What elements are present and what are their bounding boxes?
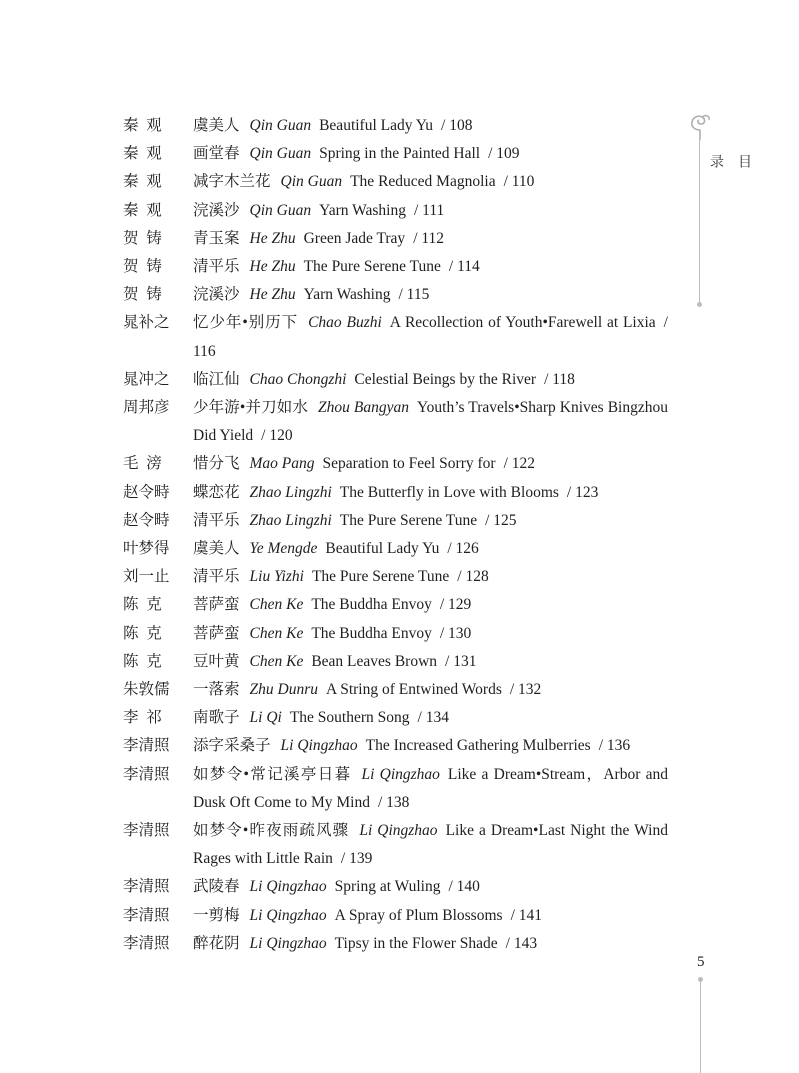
entry-cn-title: 添字采桑子: [193, 737, 271, 755]
toc-entry[interactable]: [123, 676, 668, 704]
entry-cn-author: 贺 铸: [123, 286, 162, 304]
entry-page: / 130: [439, 624, 472, 642]
entry-page: / 108: [441, 117, 473, 134]
entry-en-title: The Buddha Envoy: [311, 624, 432, 642]
toc-entry[interactable]: [123, 620, 668, 648]
entry-en-author: Chen Ke: [249, 596, 304, 614]
entry-page: / 128: [457, 568, 489, 586]
toc-entry[interactable]: [123, 197, 668, 225]
entry-page: / 139: [340, 850, 373, 868]
entry-en-title: Bean Leaves Brown: [311, 652, 438, 670]
entry-cn-title: 醉花阴: [193, 934, 240, 952]
entry-en-title: The Buddha Envoy: [311, 596, 432, 614]
entry-cn-title: 蝶恋花: [193, 483, 240, 501]
toc-entry[interactable]: [123, 394, 668, 450]
entry-en-author: Chao Buzhi: [308, 314, 382, 332]
entry-page: / 141: [510, 906, 542, 924]
toc-entry[interactable]: [123, 168, 668, 196]
entry-cn-title: 青玉案: [193, 229, 240, 247]
entry-cn-author: 朱敦儒: [123, 681, 170, 699]
entry-page: / 125: [485, 511, 517, 529]
entry-en-author: Qin Guan: [249, 117, 312, 134]
entry-en-author: Zhao Lingzhi: [249, 483, 332, 501]
entry-cn-title: 清平乐: [193, 511, 240, 529]
toc-entry[interactable]: [123, 930, 668, 958]
entry-en-author: Qin Guan: [280, 173, 343, 191]
entry-page: / 143: [505, 934, 538, 952]
toc-entry[interactable]: [123, 281, 668, 309]
entry-en-author: Zhou Bangyan: [318, 399, 409, 417]
toc-entry[interactable]: [123, 366, 668, 394]
entry-en-author: He Zhu: [249, 258, 296, 276]
entry-en-title: Youth’s Travels•Sharp Knives Bingzhou Did Yield: [193, 399, 668, 445]
entry-cn-title: 豆叶黄: [193, 652, 240, 670]
toc-entry[interactable]: [123, 450, 668, 478]
entry-en-title: The Southern Song: [289, 709, 410, 727]
entry-en-author: He Zhu: [249, 286, 296, 304]
entry-en-author: Ye Mengde: [249, 540, 318, 558]
entry-en-title: Green Jade Tray: [303, 229, 406, 247]
entry-cn-author: 陈 克: [123, 596, 162, 614]
entry-cn-title: 武陵春: [193, 878, 240, 896]
entry-cn-author: 李清照: [123, 878, 170, 896]
entry-en-title: Spring at Wuling: [334, 878, 441, 896]
entry-page: / 114: [448, 258, 480, 276]
entry-page: / 111: [413, 201, 445, 219]
toc-entry[interactable]: [123, 507, 668, 535]
toc-entry[interactable]: [123, 591, 668, 619]
entry-cn-author: 毛 滂: [123, 455, 162, 473]
entry-page: / 129: [439, 596, 472, 614]
entry-cn-author: 晁补之: [123, 314, 170, 332]
entry-en-author: Chen Ke: [249, 624, 304, 642]
entry-en-author: Li Qingzhao: [359, 822, 438, 840]
entry-en-author: Qin Guan: [249, 201, 312, 219]
entry-cn-title: 如梦令•常记溪亭日暮: [193, 765, 352, 783]
entry-en-title: A Recollection of Youth•Farewell at Lixia: [389, 314, 656, 332]
entry-cn-author: 叶梦得: [123, 540, 170, 558]
entry-cn-title: 临江仙: [193, 370, 240, 388]
entry-cn-author: 赵令畤: [123, 483, 170, 501]
entry-page: / 134: [417, 709, 449, 727]
entry-en-author: Li Qingzhao: [249, 934, 327, 952]
entry-en-author: Li Qingzhao: [249, 906, 327, 924]
entry-page: / 122: [503, 455, 536, 473]
entry-en-author: Li Qingzhao: [361, 765, 440, 783]
entry-page: / 115: [398, 286, 430, 304]
entry-cn-title: 惜分飞: [193, 455, 240, 473]
entry-en-author: Liu Yizhi: [249, 568, 304, 586]
entry-page: / 138: [377, 793, 410, 811]
entry-en-title: Beautiful Lady Yu: [319, 117, 434, 134]
entry-cn-title: 清平乐: [193, 258, 240, 276]
entry-page: / 120: [261, 427, 293, 445]
entry-cn-title: 一剪梅: [193, 906, 240, 924]
entry-en-author: Li Qingzhao: [280, 737, 358, 755]
entry-en-author: Li Qingzhao: [249, 878, 327, 896]
entry-page: / 140: [448, 878, 480, 896]
entry-en-author: Zhao Lingzhi: [249, 511, 332, 529]
toc-entry[interactable]: [123, 479, 668, 507]
entry-en-title: Tipsy in the Flower Shade: [334, 934, 498, 952]
entry-page: / 112: [413, 229, 445, 247]
entry-cn-author: 秦 观: [123, 173, 162, 191]
side-rule: [699, 140, 700, 304]
entry-cn-author: 秦 观: [123, 201, 162, 219]
rule-dot: [697, 302, 702, 307]
entry-en-title: Yarn Washing: [319, 201, 406, 219]
toc-entry[interactable]: [123, 704, 668, 732]
toc-entry[interactable]: [123, 563, 668, 591]
entry-cn-author: 李清照: [123, 906, 170, 924]
entry-cn-author: 李清照: [123, 765, 170, 783]
entry-en-title: Beautiful Lady Yu: [325, 540, 440, 558]
entry-en-title: Like a Dream•Stream，Arbor and Dusk Oft Come to My Mind: [193, 765, 668, 811]
entry-page: / 123: [566, 483, 599, 501]
toc-entry[interactable]: [123, 732, 668, 760]
toc-entry[interactable]: [123, 761, 668, 817]
entry-cn-title: 清平乐: [193, 568, 240, 586]
entry-en-author: Zhu Dunru: [249, 681, 318, 699]
entry-cn-author: 秦 观: [123, 117, 162, 134]
entry-cn-title: 虞美人: [193, 117, 240, 134]
entry-en-title: Celestial Beings by the River: [354, 370, 537, 388]
entry-cn-title: 菩萨蛮: [193, 624, 240, 642]
entry-en-title: The Reduced Magnolia: [350, 173, 496, 191]
entry-cn-author: 周邦彦: [123, 399, 170, 417]
toc-entry[interactable]: [123, 140, 668, 168]
toc-entry[interactable]: [123, 253, 668, 281]
entry-en-title: The Butterfly in Love with Blooms: [339, 483, 559, 501]
entry-en-title: Like a Dream•Last Night the Wind Rages with Little Rain: [193, 822, 668, 868]
entry-page: / 132: [509, 681, 542, 699]
entry-page: / 116: [193, 314, 668, 360]
entry-en-title: The Pure Serene Tune: [339, 511, 478, 529]
entry-en-title: A Spray of Plum Blossoms: [334, 906, 503, 924]
entry-page: / 126: [447, 540, 479, 558]
toc-entry[interactable]: [123, 817, 668, 873]
entry-en-title: The Pure Serene Tune: [303, 258, 441, 276]
entry-en-title: The Increased Gathering Mulberries: [365, 737, 591, 755]
entry-en-title: Yarn Washing: [303, 286, 391, 304]
entry-en-author: Chen Ke: [249, 652, 304, 670]
entry-cn-author: 李 祁: [123, 709, 162, 727]
entry-cn-author: 陈 克: [123, 652, 162, 670]
entry-cn-title: 虞美人: [193, 540, 240, 558]
entry-cn-title: 少年游•并刀如水: [193, 399, 309, 417]
entry-en-author: Qin Guan: [249, 145, 312, 163]
section-label: 目 录: [708, 154, 752, 168]
entry-en-author: Li Qi: [249, 709, 282, 727]
entry-en-author: He Zhu: [249, 229, 296, 247]
entry-cn-title: 画堂春: [193, 145, 240, 163]
entry-cn-author: 刘一止: [123, 568, 170, 586]
entry-cn-author: 贺 铸: [123, 229, 162, 247]
entry-cn-author: 贺 铸: [123, 258, 162, 276]
entry-cn-author: 秦 观: [123, 145, 162, 163]
entry-cn-author: 赵令畤: [123, 511, 170, 529]
toc-entry[interactable]: [123, 112, 668, 140]
entry-en-title: The Pure Serene Tune: [311, 568, 450, 586]
toc-entry[interactable]: [123, 225, 668, 253]
entry-page: / 109: [488, 145, 520, 163]
entry-cn-title: 菩萨蛮: [193, 596, 240, 614]
toc-entry[interactable]: [123, 309, 668, 365]
entry-cn-title: 一落索: [193, 681, 240, 699]
toc-entry[interactable]: [123, 535, 668, 563]
entry-page: / 118: [544, 370, 575, 388]
footer-rule: [700, 982, 701, 1073]
entry-en-title: Spring in the Painted Hall: [319, 145, 481, 163]
entry-cn-author: 晁冲之: [123, 370, 170, 388]
entry-en-title: A String of Entwined Words: [326, 681, 502, 699]
toc-entry[interactable]: [123, 873, 668, 901]
entry-en-author: Mao Pang: [249, 455, 315, 473]
entry-cn-author: 李清照: [123, 934, 170, 952]
entry-cn-title: 如梦令•昨夜雨疏风骤: [193, 822, 350, 840]
entry-cn-author: 陈 克: [123, 624, 162, 642]
entry-cn-title: 忆少年•别历下: [193, 314, 299, 332]
entry-page: / 131: [445, 652, 477, 670]
entry-page: / 110: [503, 173, 535, 191]
toc-entry[interactable]: [123, 902, 668, 930]
entry-cn-title: 浣溪沙: [193, 201, 240, 219]
entry-page: / 136: [598, 737, 631, 755]
entry-cn-title: 南歌子: [193, 709, 240, 727]
entry-cn-author: 李清照: [123, 822, 170, 840]
toc-entry[interactable]: [123, 648, 668, 676]
cloud-swirl-icon: [688, 112, 712, 142]
entry-en-author: Chao Chongzhi: [249, 370, 347, 388]
entry-en-title: Separation to Feel Sorry for: [322, 455, 496, 473]
toc-list: [123, 112, 668, 958]
entry-cn-title: 浣溪沙: [193, 286, 240, 304]
page-number: 5: [697, 954, 705, 970]
entry-cn-author: 李清照: [123, 737, 170, 755]
entry-cn-title: 减字木兰花: [193, 173, 271, 191]
